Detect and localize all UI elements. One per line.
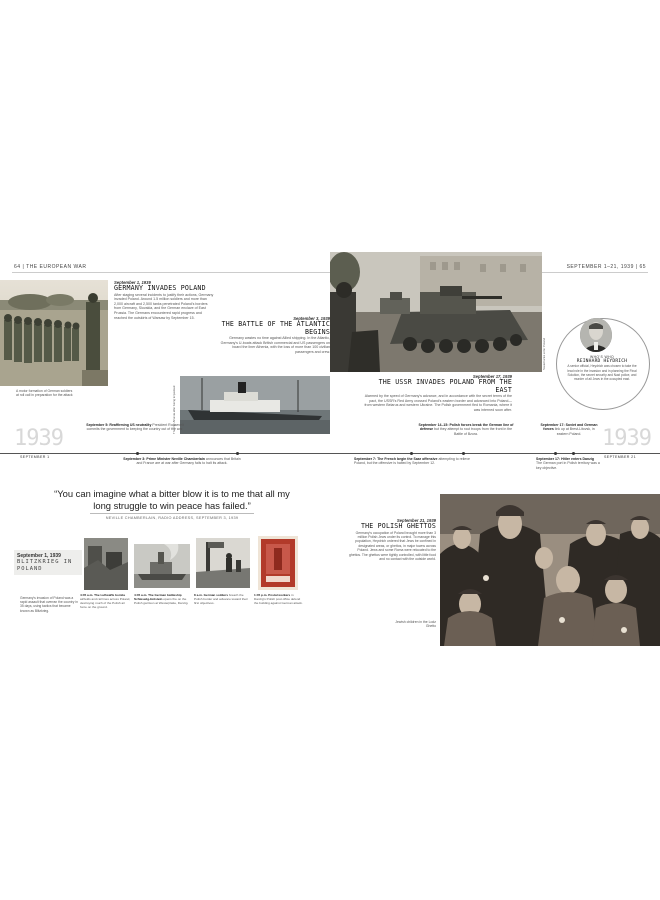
event-text: but they attempt to rout troops from the front in the Battle of Bzura. bbox=[434, 427, 513, 436]
soldiers-photo bbox=[0, 280, 108, 386]
soldiers-photo-caption: A motor formation of German soldiers at roll call in preparation for the attack bbox=[16, 389, 73, 398]
heydrich-portrait bbox=[580, 318, 612, 352]
small-event-text: opens fire on the Polish garrison at Westerplatte, Danzig. bbox=[134, 596, 189, 605]
bombed-town-photo bbox=[84, 538, 128, 590]
timeline-event-above bbox=[540, 423, 598, 436]
ussr-date: September 17, 1939 bbox=[472, 374, 512, 379]
event-date: September 17: Soviet and German forces bbox=[540, 423, 598, 432]
left-page-header: 64 | THE EUROPEAN WAR bbox=[14, 264, 87, 270]
soviet-tanks-photo bbox=[330, 252, 542, 372]
ussr-title: THE USSR INVADES POLAND FROM THE EAST bbox=[378, 378, 512, 394]
left-section-title: THE EUROPEAN WAR bbox=[26, 264, 87, 270]
atlantic-date: September 3, 1939 bbox=[293, 316, 330, 321]
blitzkrieg-title: BLITZKRIEG IN POLAND bbox=[17, 559, 73, 572]
event-date: September 3: Prime Minister Neville Chamberlain bbox=[123, 457, 205, 461]
tanks-photo-caption: Soviet tanks enter Poland bbox=[542, 338, 546, 370]
small-event-time: 4:45 a.m. The German battleship Schleswig-Holstein bbox=[134, 593, 182, 601]
athenia-ship-photo bbox=[180, 376, 330, 434]
timeline-event-above bbox=[80, 423, 190, 432]
timeline-event-above bbox=[416, 423, 516, 436]
timeline-event-below bbox=[354, 457, 472, 466]
event-text: link up at Brest-Litovsk, in eastern Poland. bbox=[554, 427, 595, 436]
small-event-time: 8 a.m. German soldiers bbox=[194, 593, 229, 597]
timeline-marker bbox=[572, 452, 575, 455]
ghettos-title: THE POLISH GHETTOS bbox=[360, 522, 436, 530]
small-event bbox=[194, 594, 250, 606]
chamberlain-quote: “You can imagine what a bitter blow it is to me that all my long struggle to win peace has failed.” bbox=[54, 488, 290, 511]
ghettos-article bbox=[346, 518, 436, 561]
small-event bbox=[134, 594, 190, 606]
ghetto-children-photo bbox=[440, 494, 660, 646]
timeline-event-below bbox=[120, 457, 244, 466]
quote-source: NEVILLE CHAMBERLAIN, RADIO ADDRESS, SEPTEMBER 3, 1939 bbox=[105, 516, 239, 520]
small-event-text: breach the Polish border and advance toward their first objectives. bbox=[194, 593, 248, 605]
timeline-axis bbox=[0, 453, 660, 454]
event-text: President Roosevelt commits the government to keeping the country out of the war. bbox=[86, 423, 184, 432]
event-date: September 17: Hitler enters Danzig bbox=[536, 457, 594, 461]
germany-invades-title: GERMANY INVADES POLAND bbox=[114, 284, 206, 292]
small-event-text: airfields and rail lines across Poland, destroying much of the Polish air force on the ground. bbox=[80, 596, 131, 609]
right-page-number: 65 bbox=[639, 264, 646, 270]
athenia-photo-caption: The liner Athenia after being torpedoed bbox=[172, 385, 176, 434]
timeline-year-left: 1939 bbox=[14, 426, 63, 451]
event-text: The German port in Polish territory was a key objective. bbox=[536, 461, 600, 470]
timeline-end-label: SEPTEMBER 21 bbox=[604, 455, 636, 459]
blitzkrieg-box bbox=[14, 550, 82, 575]
timeline-event-below bbox=[536, 457, 600, 470]
heydrich-body: A senior official, Heydrich was chosen to take the lead role in the invasion and in planning the Final Solution, the secret security and Nazi police, and murder of all Jews in the occupied east. bbox=[567, 364, 637, 381]
atlantic-title: THE BATTLE OF THE ATLANTIC BEGINS bbox=[221, 320, 330, 336]
event-text: announces that Britain and France are at war after Germany fails to halt its attack. bbox=[136, 457, 241, 466]
atlantic-article bbox=[218, 316, 330, 355]
small-event-time: 1:45 p.m. Postal workers bbox=[254, 593, 291, 597]
heydrich-name: REINHARD HEYDRICH bbox=[576, 359, 628, 364]
event-date: September 7: The French begin the Saar offensive bbox=[354, 457, 438, 461]
ussr-body: Alarmed by the speed of Germany's advance, and in accordance with the secret terms of the pact, the USSR's Red Army crossed Poland's eastern border and advanced into Poland—from western Belarus and western Ukraine. The Polish government fled to Romania, where it was interned soon after. bbox=[364, 394, 512, 412]
timeline-marker bbox=[462, 452, 465, 455]
blitzkrieg-date: September 1, 1939 bbox=[17, 553, 61, 559]
germany-invades-body: After staging several incidents to justify their actions, Germany invaded Poland. Around 1.5 million soldiers and more than 2,000 aircraft and 2,500 tanks penetrated Poland's borders from Germany, Slovakia, and the German enclave of East Prussia. The Germans encountered rapid progress and reached the outskirts of Warsaw by September 15. bbox=[114, 292, 214, 320]
right-date-range: SEPTEMBER 1–21, 1939 bbox=[566, 264, 634, 270]
heydrich-profile bbox=[566, 355, 638, 381]
header-rule-left bbox=[12, 272, 330, 273]
small-event bbox=[80, 594, 132, 610]
quote-rule bbox=[90, 513, 254, 514]
ghettos-date: September 21, 1939 bbox=[396, 518, 436, 523]
timeline-marker bbox=[554, 452, 557, 455]
germany-invades-article bbox=[114, 280, 214, 320]
danzig-stamp-photo bbox=[258, 536, 298, 590]
small-event-text: in Danzig's Polish post office defend the building against German attack. bbox=[254, 593, 303, 605]
timeline-marker bbox=[136, 452, 139, 455]
event-date: September 5: Reaffirming US neutrality bbox=[86, 423, 152, 427]
right-page-header: SEPTEMBER 1–21, 1939 | 65 bbox=[566, 264, 646, 270]
timeline-start-label: SEPTEMBER 1 bbox=[20, 455, 50, 459]
ussr-article bbox=[364, 374, 512, 413]
small-event bbox=[254, 594, 304, 606]
atlantic-body: Germany wastes no time against Allied shipping. In the Atlantic, Germany's U-boats attack British commercial and US passengers on board the liner Athenia, with the loss of more than 100 civilian passengers and crew. bbox=[220, 336, 330, 354]
left-page-number: 64 bbox=[14, 264, 21, 270]
ghetto-photo-caption: Jewish children in the Lodz Ghetto bbox=[395, 620, 436, 629]
ghettos-body: Germany's occupation of Poland brought more than 3 million Polish Jews under its control. To manage this population, Heydrich ordered that Jews be confined in designated areas, or ghettos, in major towns across Poland. Jews and some Roma were relocated to the ghettos. The ghettos were tightly controlled, with little food and no contact with the outside world. bbox=[348, 530, 436, 562]
heydrich-label: WHO'S WHO bbox=[589, 355, 615, 359]
header-rule-right bbox=[540, 272, 648, 273]
battleship-photo bbox=[134, 544, 190, 588]
event-text: attempting to relieve Poland, but the offensive is halted by September 12. bbox=[354, 457, 470, 466]
timeline-marker bbox=[410, 452, 413, 455]
small-event-time: 4:45 a.m. The Luftwaffe bombs bbox=[80, 593, 126, 597]
blitzkrieg-body: Germany's invasion of Poland was a rapid assault that overran the country in 35 days, using tactics that became known as Blitzkrieg. bbox=[20, 596, 78, 613]
soldiers-border-photo bbox=[196, 538, 250, 588]
timeline-marker bbox=[236, 452, 239, 455]
event-date: September 14–15: Polish forces break the German line of defense bbox=[418, 423, 514, 432]
germany-invades-date: September 1, 1939 bbox=[114, 280, 151, 285]
timeline-year-right: 1939 bbox=[602, 426, 651, 451]
